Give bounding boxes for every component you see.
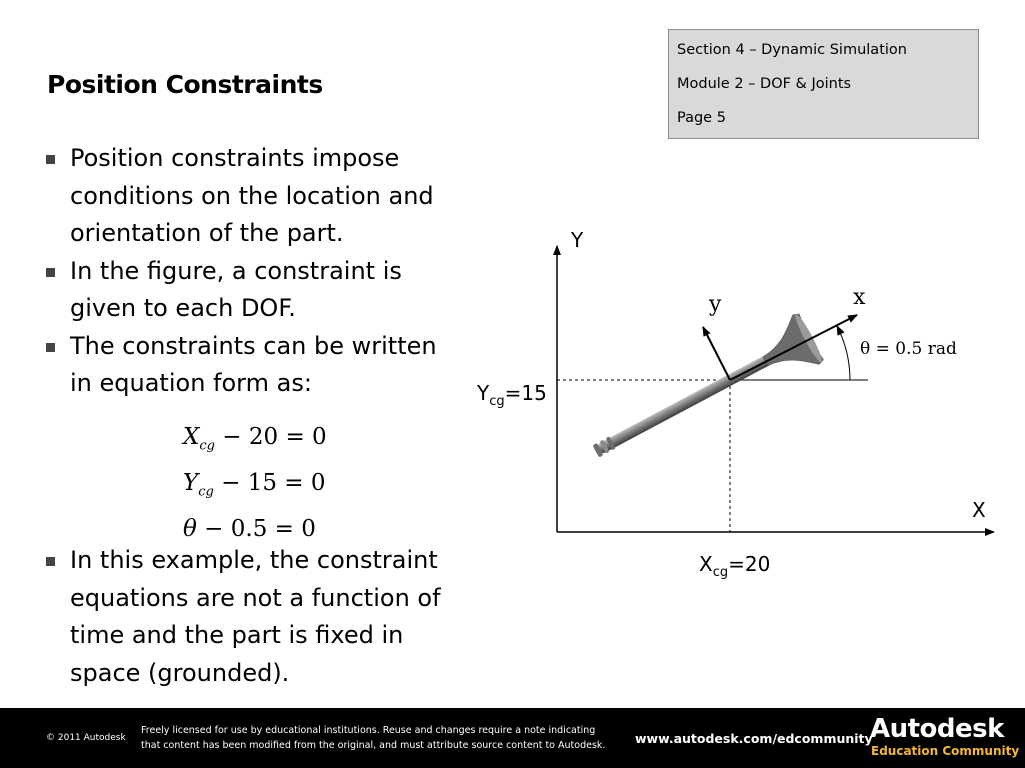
footer-copyright: © 2011 Autodesk	[46, 733, 126, 743]
footer-license	[141, 723, 631, 753]
equation-variable: θ	[183, 516, 197, 542]
bullet-text: Position constraints impose conditions on the location and orientation of the part.	[70, 144, 434, 247]
global-y-axis-label: Y	[571, 228, 584, 252]
slide-title: Position Constraints	[47, 70, 323, 99]
ycg-label	[477, 381, 547, 409]
xcg-prefix: X	[699, 552, 713, 576]
equation-variable: Y	[183, 470, 199, 496]
xcg-value: =20	[728, 552, 771, 576]
section-label: Section 4 – Dynamic Simulation	[677, 42, 907, 58]
license-line: Freely licensed for use by educational institutions. Reuse and changes require a note indicating	[141, 725, 596, 736]
bullet-text: In this example, the constraint equations are not a function of time and the part is fixed in space (grounded).	[70, 546, 441, 687]
autodesk-logo: Autodesk	[870, 714, 1004, 744]
xcg-label	[699, 552, 770, 580]
module-label: Module 2 – DOF & Joints	[677, 76, 852, 92]
global-x-axis-label: X	[972, 498, 986, 522]
ycg-subscript: cg	[489, 394, 505, 409]
license-line: that content has been modified from the original, and must attribute source content to Autodesk.	[141, 740, 606, 751]
bullet-text: In the figure, a constraint is given to each DOF.	[70, 256, 402, 322]
local-x-axis-label: x	[853, 285, 866, 310]
angle-arc	[837, 326, 850, 380]
xcg-subscript: cg	[712, 565, 729, 580]
equation-variable: X	[183, 424, 200, 450]
ycg-prefix: Y	[477, 381, 490, 405]
page-label: Page 5	[677, 110, 726, 126]
equation-rest: − 0.5 = 0	[196, 516, 316, 542]
bullet-text: The constraints can be written in equation form as:	[70, 331, 437, 397]
angle-label: θ = 0.5 rad	[860, 339, 957, 359]
equation-subscript: cg	[199, 438, 215, 454]
ycg-value: =15	[504, 381, 547, 405]
footer-bar	[0, 708, 1025, 768]
footer-url-link[interactable]: www.autodesk.com/edcommunity	[635, 731, 873, 746]
valve-part	[583, 312, 826, 476]
local-y-axis	[703, 327, 730, 380]
equation-rest: − 15 = 0	[213, 470, 326, 496]
equation-rest: − 20 = 0	[214, 424, 327, 450]
equation-subscript: cg	[198, 484, 214, 500]
local-y-axis-label: y	[709, 292, 722, 317]
education-community-label: Education Community	[871, 744, 1020, 758]
